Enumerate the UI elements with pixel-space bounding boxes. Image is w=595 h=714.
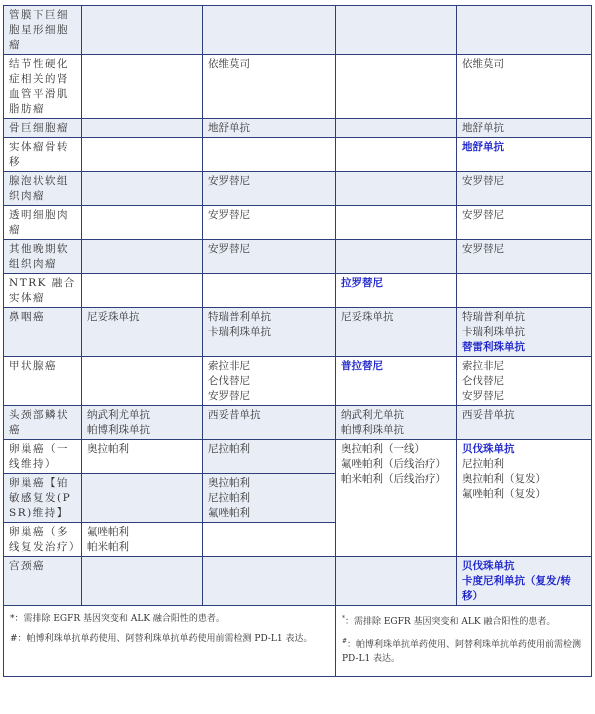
- drug-name: 依维莫司: [208, 58, 250, 70]
- drug-name: 氟唑帕利（复发）: [462, 488, 546, 500]
- indication-cell: [4, 240, 82, 274]
- table-row: [4, 138, 592, 172]
- indication-cell: 卵巢癌（一线维持）: [4, 440, 82, 474]
- drug-name-highlighted: 贝伐珠单抗: [462, 560, 515, 572]
- drug-name: 氟唑帕利: [208, 507, 250, 519]
- drug-cell: [457, 119, 592, 138]
- drug-cell: [336, 240, 457, 274]
- drug-cell: [203, 523, 336, 557]
- drug-name: 安罗替尼: [208, 209, 250, 221]
- drug-cell: [203, 55, 336, 119]
- footnote-text: [342, 635, 585, 666]
- table-row: [4, 172, 592, 206]
- drug-name: 帕博利珠单抗: [341, 424, 404, 436]
- indication-name: 甲状腺癌: [9, 360, 57, 372]
- drug-name: 特瑞普利单抗: [208, 311, 271, 323]
- footnote-text: *：需排除 EGFR 基因突变和 ALK 融合阳性的患者。: [10, 614, 225, 624]
- drug-cell: [336, 55, 457, 119]
- footnote-row: [4, 606, 592, 677]
- drug-cell: [203, 172, 336, 206]
- drug-cell: [82, 119, 203, 138]
- footnote-text: #：帕博利珠单抗单药使用、阿替利珠单抗单药使用前需检测 PD-L1 表达。: [10, 634, 313, 644]
- footnote-mark: *: [342, 615, 345, 622]
- drug-name-highlighted: 拉罗替尼: [341, 277, 383, 289]
- drug-cell: [457, 240, 592, 274]
- footnote-right: [336, 606, 592, 677]
- table-row: [4, 406, 592, 440]
- drug-cell: [203, 274, 336, 308]
- indication-cell: [4, 206, 82, 240]
- drug-cell: [203, 206, 336, 240]
- drug-name: 尼拉帕利: [462, 458, 504, 470]
- drug-cell: [203, 474, 336, 523]
- drug-cell: [336, 308, 457, 357]
- drug-cell: [457, 55, 592, 119]
- drug-name: 尼妥珠单抗: [341, 311, 394, 323]
- drug-cell: [82, 308, 203, 357]
- drug-name: 安罗替尼: [208, 175, 250, 187]
- drug-name: 依维莫司: [462, 58, 504, 70]
- indication-name: 结节性硬化症相关的肾血管平滑肌脂肪瘤: [9, 58, 69, 115]
- drug-cell: [203, 119, 336, 138]
- drug-name-highlighted: 贝伐珠单抗: [462, 443, 515, 455]
- drug-cell: [457, 6, 592, 55]
- drug-name: 卡瑞利珠单抗: [462, 326, 525, 338]
- drug-name: 安罗替尼: [208, 390, 250, 402]
- table-row: [4, 440, 592, 474]
- drug-indication-table: [3, 5, 592, 677]
- drug-cell: [82, 240, 203, 274]
- drug-cell: [203, 308, 336, 357]
- drug-name: 安罗替尼: [462, 209, 504, 221]
- drug-name: 尼妥珠单抗: [87, 311, 140, 323]
- indication-name: NTRK 融合实体瘤: [9, 277, 76, 304]
- drug-name: 索拉非尼: [462, 360, 504, 372]
- drug-cell: [336, 138, 457, 172]
- indication-cell: 卵巢癌【铂敏感复发(PSR)维持】: [4, 474, 82, 523]
- indication-cell: [4, 6, 82, 55]
- drug-name: 奥拉帕利: [208, 477, 250, 489]
- footnote-left: [4, 606, 336, 677]
- table-row: [4, 557, 592, 606]
- drug-name-highlighted: 替雷利珠单抗: [462, 341, 525, 353]
- drug-name: 安罗替尼: [208, 243, 250, 255]
- indication-name: 头颈部鳞状癌: [9, 409, 69, 436]
- drug-cell: [203, 6, 336, 55]
- table-row: [4, 119, 592, 138]
- indication-cell: [4, 308, 82, 357]
- drug-cell: 奥拉帕利: [82, 440, 203, 474]
- drug-cell: [82, 206, 203, 240]
- table-row: [4, 6, 592, 55]
- drug-cell: [82, 6, 203, 55]
- drug-name: 仑伐替尼: [208, 375, 250, 387]
- drug-cell: [82, 357, 203, 406]
- drug-name: 尼拉帕利: [208, 492, 250, 504]
- indication-cell: [4, 55, 82, 119]
- indication-name: 透明细胞肉瘤: [9, 209, 69, 236]
- drug-cell: [457, 138, 592, 172]
- indication-name: 腺泡状软组织肉瘤: [9, 175, 69, 202]
- drug-cell: [82, 406, 203, 440]
- drug-cell: [82, 523, 203, 557]
- drug-name: 帕米帕利（后线治疗）: [341, 473, 446, 485]
- indication-cell: [4, 119, 82, 138]
- drug-name: 奥拉帕利（一线）: [341, 443, 425, 455]
- indication-cell: [4, 138, 82, 172]
- drug-name: 氟唑帕利: [87, 526, 129, 538]
- drug-name: 地舒单抗: [208, 122, 250, 134]
- indication-cell: 卵巢癌（多线复发治疗）: [4, 523, 82, 557]
- indication-name: 鼻咽癌: [9, 311, 45, 323]
- drug-name: 纳武利尤单抗: [87, 409, 150, 421]
- drug-name: 西妥昔单抗: [208, 409, 261, 421]
- table-row: [4, 240, 592, 274]
- drug-name: 西妥昔单抗: [462, 409, 515, 421]
- drug-cell: [336, 119, 457, 138]
- drug-cell: [203, 138, 336, 172]
- drug-name: 地舒单抗: [462, 122, 504, 134]
- footnote-text: [342, 612, 585, 629]
- drug-name-highlighted: 卡度尼利单抗（复发/转移）: [462, 575, 571, 602]
- drug-cell: [82, 55, 203, 119]
- drug-cell: [336, 6, 457, 55]
- drug-cell: [82, 557, 203, 606]
- drug-cell: [203, 406, 336, 440]
- drug-cell: [336, 172, 457, 206]
- drug-name: 安罗替尼: [462, 243, 504, 255]
- drug-cell: [82, 274, 203, 308]
- footnote-body: ：需排除 EGFR 基因突变和 ALK 融合阳性的患者。: [345, 617, 556, 627]
- indication-cell: [4, 357, 82, 406]
- table-row: [4, 55, 592, 119]
- drug-name: 索拉非尼: [208, 360, 250, 372]
- drug-cell: [457, 357, 592, 406]
- table-row: [4, 206, 592, 240]
- drug-cell: [336, 357, 457, 406]
- drug-name: 帕米帕利: [87, 541, 129, 553]
- indication-cell: [4, 274, 82, 308]
- drug-cell: [336, 406, 457, 440]
- drug-cell: [336, 557, 457, 606]
- drug-cell: [336, 274, 457, 308]
- indication-cell: [4, 172, 82, 206]
- drug-cell: 尼拉帕利: [203, 440, 336, 474]
- table-row: [4, 357, 592, 406]
- table-row: [4, 308, 592, 357]
- indication-cell: [4, 406, 82, 440]
- drug-cell: [82, 138, 203, 172]
- drug-cell: [457, 206, 592, 240]
- drug-name: 卡瑞利珠单抗: [208, 326, 271, 338]
- drug-cell: [457, 440, 592, 557]
- drug-name: 安罗替尼: [462, 390, 504, 402]
- drug-name-highlighted: 地舒单抗: [462, 141, 504, 153]
- footnote-mark: #: [342, 638, 348, 645]
- indication-name: 管膜下巨细胞星形细胞瘤: [9, 9, 69, 51]
- table-row: [4, 274, 592, 308]
- drug-name: 氟唑帕利（后线治疗）: [341, 458, 446, 470]
- drug-cell: [457, 406, 592, 440]
- drug-cell: [203, 240, 336, 274]
- drug-name: 纳武利尤单抗: [341, 409, 404, 421]
- table-body: [4, 6, 592, 677]
- drug-cell: [457, 172, 592, 206]
- drug-name: 奥拉帕利（复发）: [462, 473, 546, 485]
- drug-cell: [336, 440, 457, 557]
- footnote-body: ：帕博利珠单抗单药使用、阿替利珠单抗单药使用前需检测 PD-L1 表达。: [342, 640, 582, 664]
- drug-cell: [336, 206, 457, 240]
- indication-cell: 宫颈癌: [4, 557, 82, 606]
- drug-cell: [203, 357, 336, 406]
- drug-cell: [82, 172, 203, 206]
- indication-name: 实体瘤骨转移: [9, 141, 69, 168]
- drug-name: 帕博利珠单抗: [87, 424, 150, 436]
- drug-name: 仑伐替尼: [462, 375, 504, 387]
- drug-cell: [82, 474, 203, 523]
- drug-name-highlighted: 普拉替尼: [341, 360, 383, 372]
- drug-name: 安罗替尼: [462, 175, 504, 187]
- drug-name: 特瑞普利单抗: [462, 311, 525, 323]
- drug-cell: [203, 557, 336, 606]
- drug-cell: [457, 557, 592, 606]
- indication-name: 骨巨细胞瘤: [9, 122, 69, 134]
- drug-cell: [457, 308, 592, 357]
- indication-name: 其他晚期软组织肉瘤: [9, 243, 69, 270]
- drug-cell: [457, 274, 592, 308]
